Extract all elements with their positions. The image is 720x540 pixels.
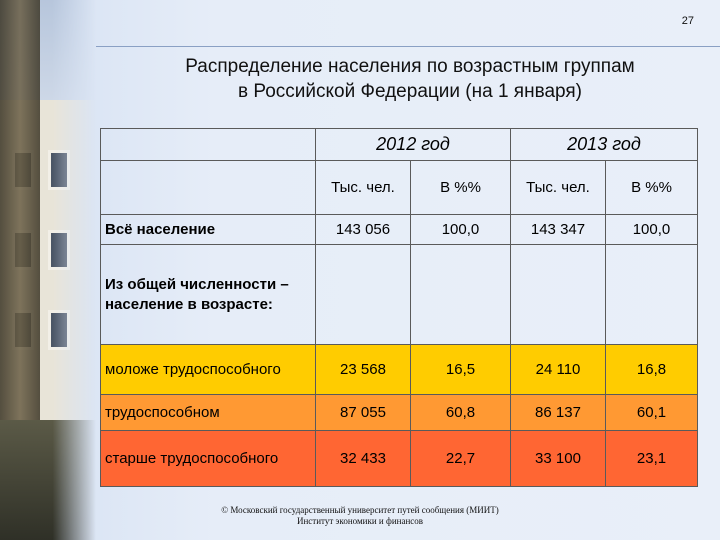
year-2013-header: 2013 год bbox=[511, 129, 698, 161]
slide-title bbox=[100, 54, 720, 104]
table-row bbox=[101, 345, 698, 395]
table-cell: 24 110 bbox=[511, 345, 606, 395]
table-row bbox=[101, 245, 698, 345]
table-row bbox=[101, 395, 698, 431]
table-cell: 86 137 bbox=[511, 395, 606, 431]
row-label: Всё население bbox=[101, 215, 316, 245]
table-cell bbox=[316, 245, 411, 345]
header-blank-cell bbox=[101, 161, 316, 215]
table-cell: 143 347 bbox=[511, 215, 606, 245]
table-cell: 23,1 bbox=[606, 431, 698, 487]
table-row bbox=[101, 431, 698, 487]
header-divider bbox=[96, 46, 720, 47]
building-photo bbox=[0, 0, 96, 540]
table-cell bbox=[411, 245, 511, 345]
table-cell: 33 100 bbox=[511, 431, 606, 487]
unit-header: Тыс. чел. bbox=[316, 161, 411, 215]
unit-header: Тыс. чел. bbox=[511, 161, 606, 215]
table-cell: 100,0 bbox=[411, 215, 511, 245]
title-line-2: в Российской Федерации (на 1 января) bbox=[238, 81, 582, 102]
table-cell: 60,8 bbox=[411, 395, 511, 431]
table-row bbox=[101, 215, 698, 245]
row-label: старше трудоспособного bbox=[101, 431, 316, 487]
population-table bbox=[100, 128, 698, 487]
footer-line-2: Институт экономики и финансов bbox=[296, 516, 424, 526]
footer-line-1: © Московский государственный университет путей сообщения (МИИТ) bbox=[221, 505, 499, 515]
footer-copyright bbox=[170, 505, 550, 527]
unit-header-row bbox=[101, 161, 698, 215]
unit-header: В %% bbox=[411, 161, 511, 215]
table-cell: 32 433 bbox=[316, 431, 411, 487]
row-label: Из общей численности – население в возрасте: bbox=[101, 245, 316, 345]
year-header-row bbox=[101, 129, 698, 161]
table-cell: 23 568 bbox=[316, 345, 411, 395]
table-cell: 87 055 bbox=[316, 395, 411, 431]
table-cell: 60,1 bbox=[606, 395, 698, 431]
table-cell bbox=[511, 245, 606, 345]
table-cell: 16,8 bbox=[606, 345, 698, 395]
table-cell bbox=[606, 245, 698, 345]
header-blank-cell bbox=[101, 129, 316, 161]
year-2012-header: 2012 год bbox=[316, 129, 511, 161]
table-cell: 16,5 bbox=[411, 345, 511, 395]
unit-header: В %% bbox=[606, 161, 698, 215]
row-label: трудоспособном bbox=[101, 395, 316, 431]
title-line-1: Распределение населения по возрастным группам bbox=[185, 56, 635, 77]
table-cell: 143 056 bbox=[316, 215, 411, 245]
page-number: 27 bbox=[681, 15, 694, 27]
row-label: моложе трудоспособного bbox=[101, 345, 316, 395]
table-cell: 100,0 bbox=[606, 215, 698, 245]
table-cell: 22,7 bbox=[411, 431, 511, 487]
